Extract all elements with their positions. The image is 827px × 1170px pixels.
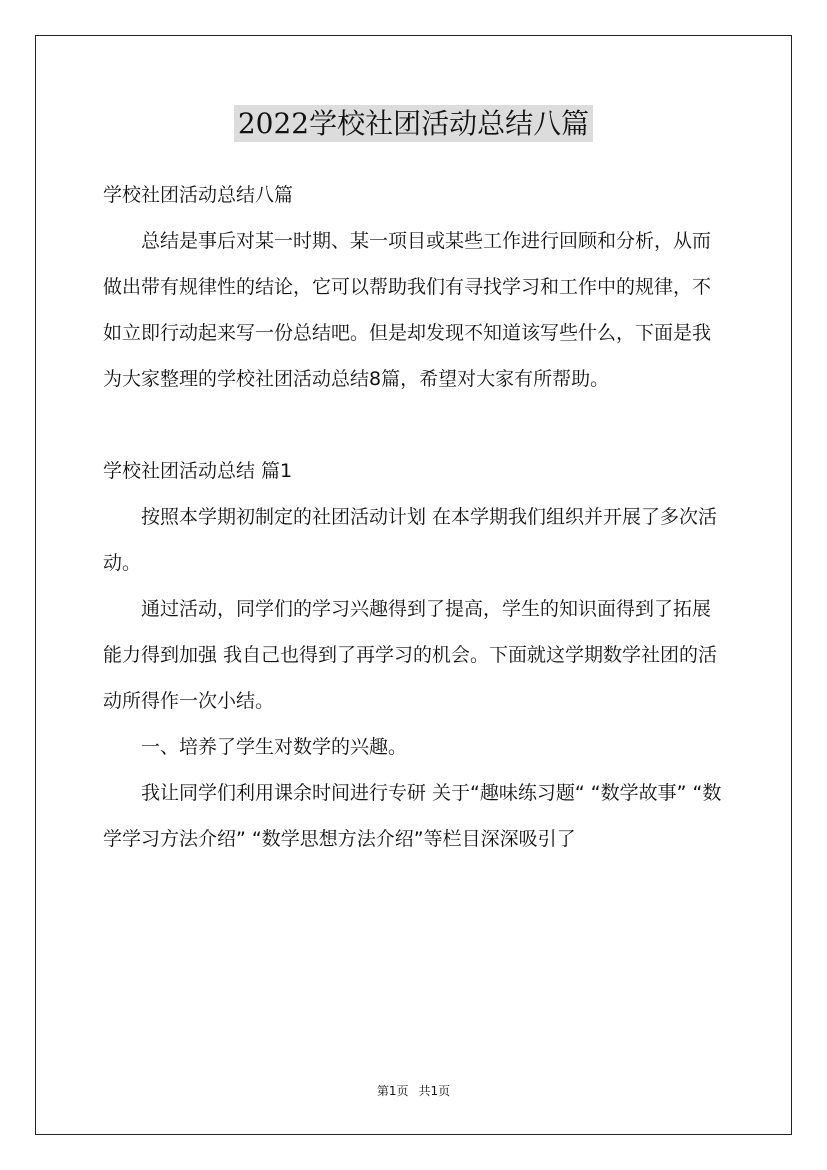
body-paragraph-3: 一、培养了学生对数学的兴趣。	[141, 736, 408, 758]
document-title	[0, 104, 827, 144]
page-number: 第1页	[376, 1084, 409, 1098]
subtitle: 学校社团活动总结八篇	[103, 184, 294, 206]
body-paragraph-1: 按照本学期初制定的社团活动计划 在本学期我们组织并开展了多次活动。	[103, 506, 718, 574]
page-total: 共1页	[418, 1084, 451, 1098]
body-paragraph-2: 通过活动，同学们的学习兴趣得到了提高，学生的知识面得到了拓展能力得到加强 我自己也得到了再学习的机会。下面就这学期数学社团的活动所得作一次小结。	[103, 598, 718, 712]
section-spacer	[103, 402, 728, 448]
document-title-text: 2022学校社团活动总结八篇	[234, 105, 593, 142]
page-footer	[0, 1083, 827, 1099]
body-paragraph-4: 我让同学们利用课余时间进行专研 关于“趣味练习题“ “数学故事” “数学学习方法介绍” “数学思想方法介绍”等栏目深深吸引了	[103, 782, 722, 850]
intro-paragraph: 总结是事后对某一时期、某一项目或某些工作进行回顾和分析，从而做出带有规律性的结论，它可以帮助我们有寻找学习和工作中的规律，不如立即行动起来写一份总结吧。但是却发现不知道该写些什么，下面是我为大家整理的学校社团活动总结8篇，希望对大家有所帮助。	[103, 230, 712, 390]
document-body	[103, 172, 728, 862]
section-heading: 学校社团活动总结 篇1	[103, 460, 293, 482]
